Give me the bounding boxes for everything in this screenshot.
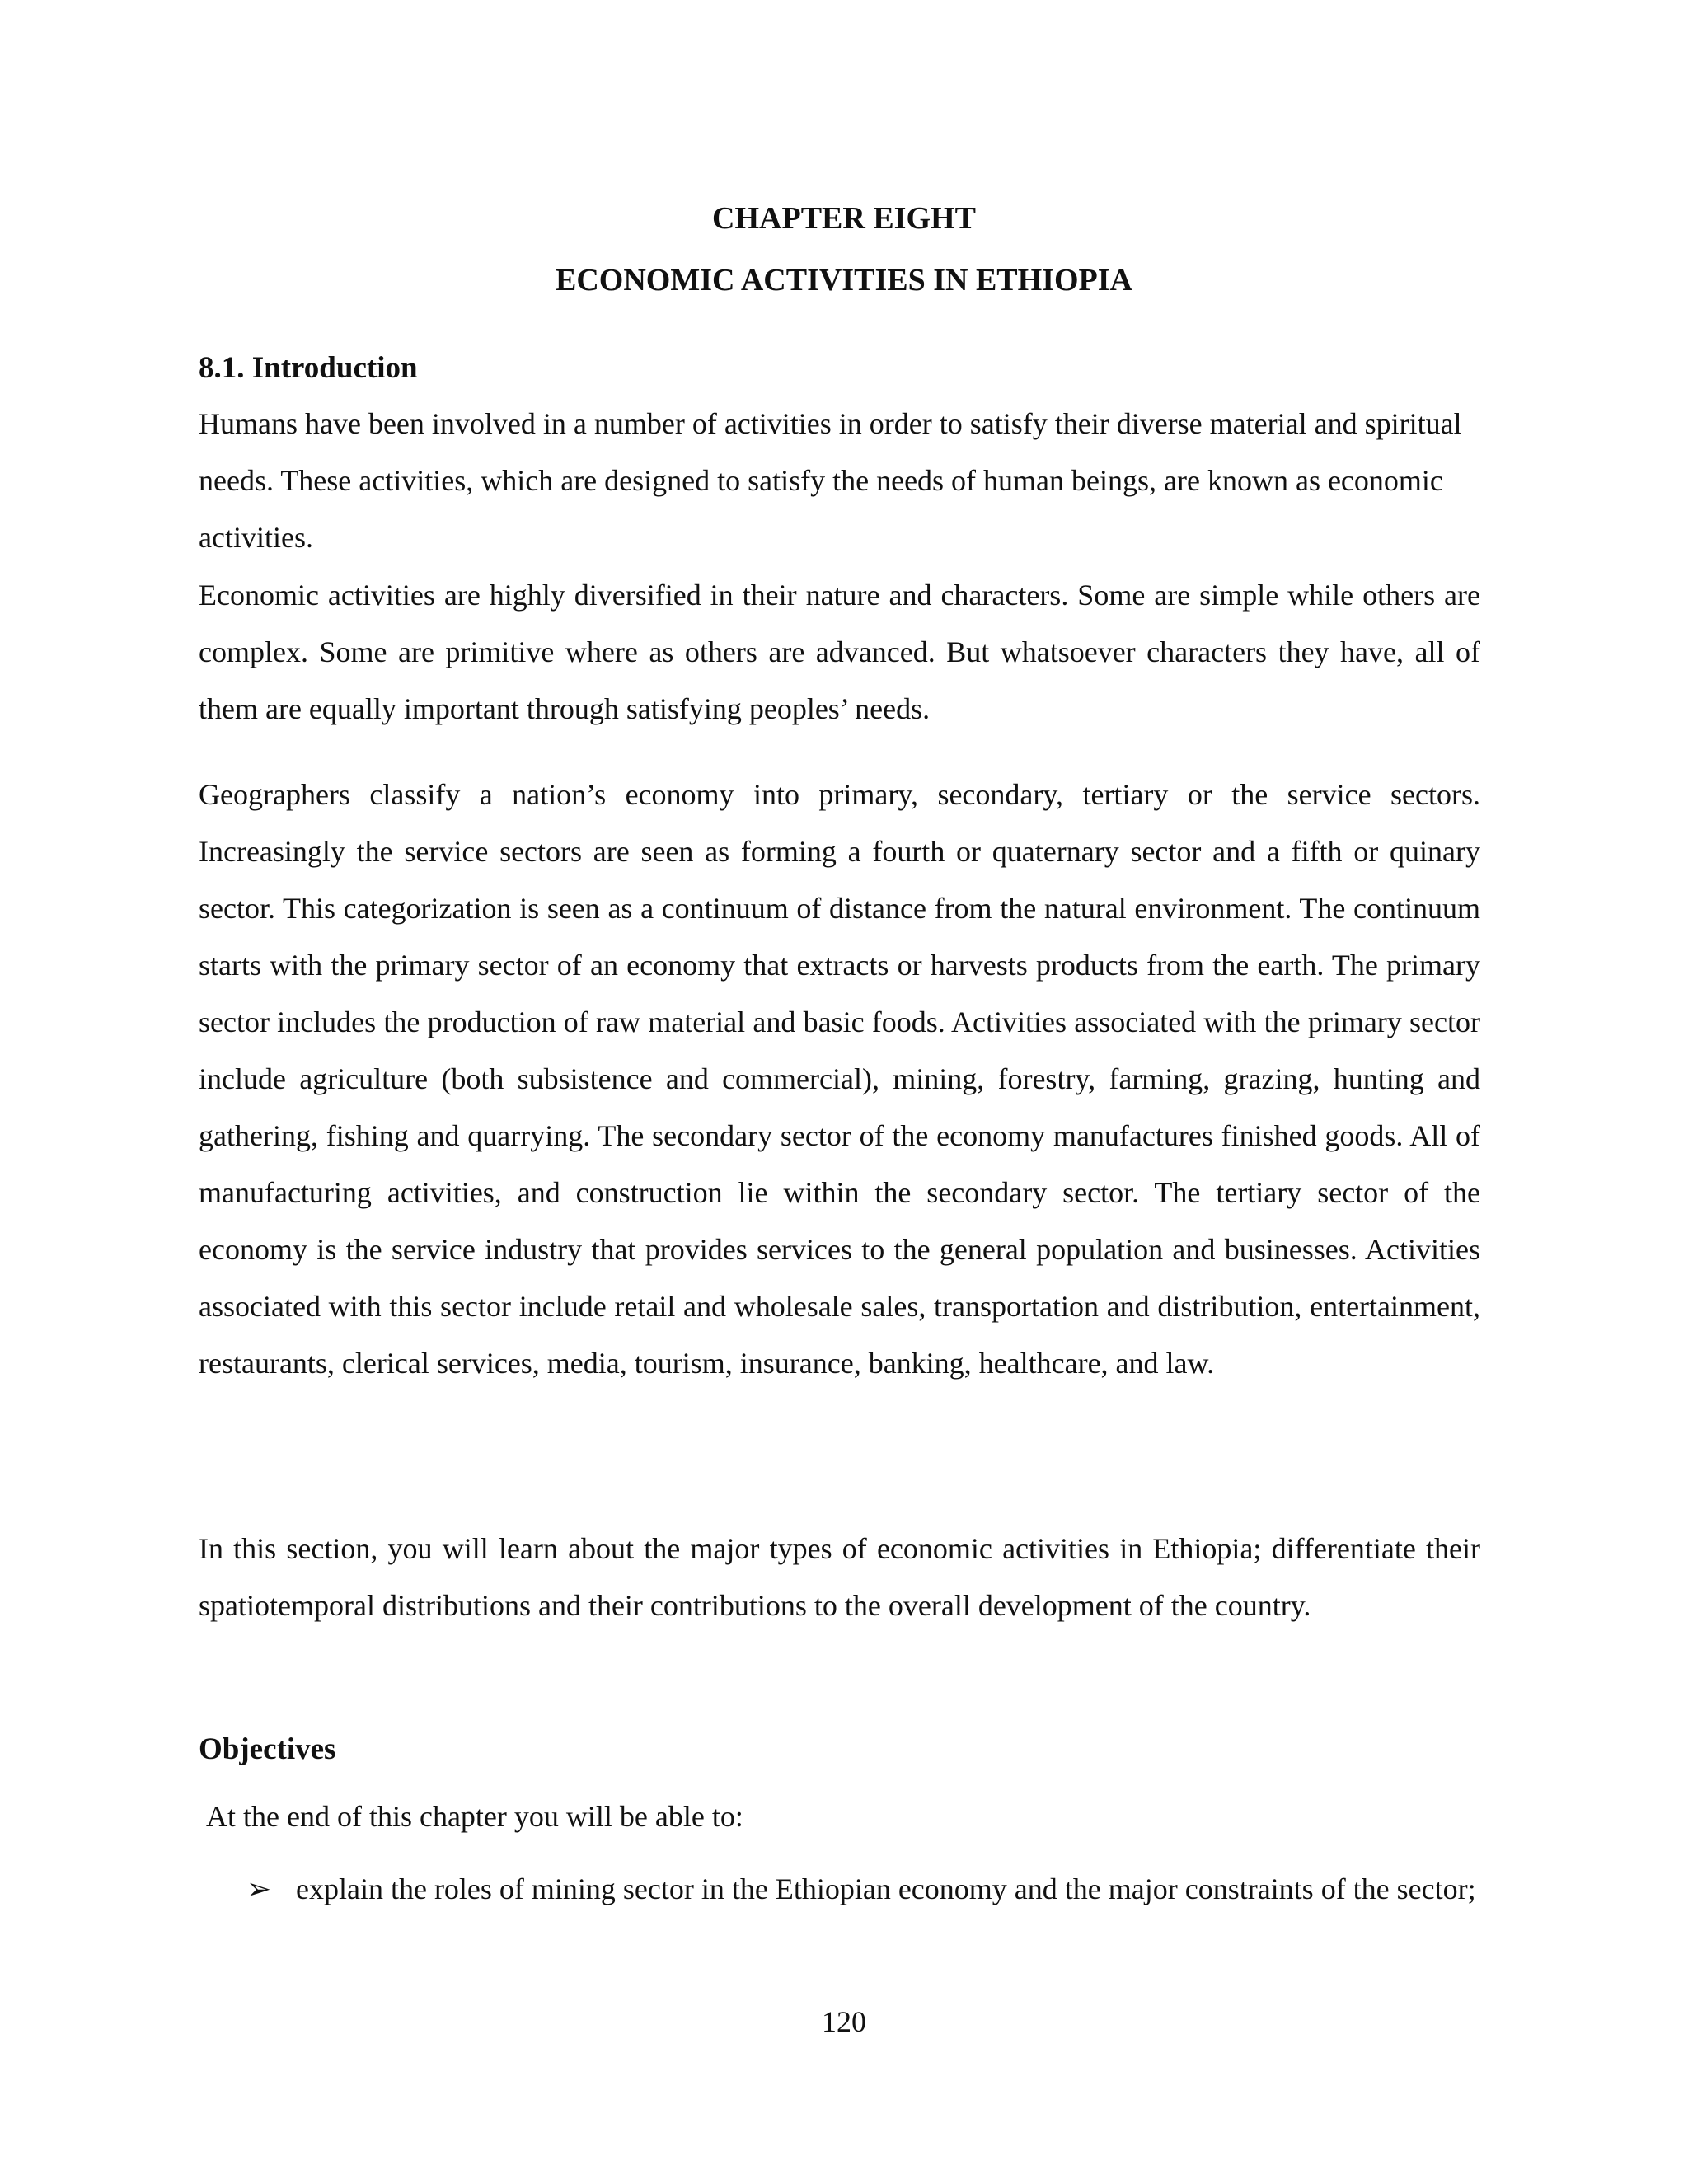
section-heading-introduction: 8.1. Introduction xyxy=(199,351,418,385)
intro-paragraph-3: Geographers classify a nation’s economy into primary, secondary, tertiary or the service sectors. Increasingly the service sectors are seen as forming a fourth or quaternary sector and a fifth or quinary sector. This categorization is seen as a continuum of distance from the natural environment. The continuum starts with the primary sector of an economy that extracts or harvests products from the earth. The primary sector includes the production of raw material and basic foods. Activities associated with the primary sector include agriculture (both subsistence and commercial), mining, forestry, farming, grazing, hunting and gathering, fishing and quarrying. The secondary sector of the economy manufactures finished goods. All of manufacturing activities, and construction lie within the secondary sector. The tertiary sector of the economy is the service industry that provides services to the general population and businesses. Activities associated with this sector include retail and wholesale sales, transportation and distribution, entertainment, restaurants, clerical services, media, tourism, insurance, banking, healthcare, and law. xyxy=(199,778,1480,1380)
chapter-title: ECONOMIC ACTIVITIES IN ETHIOPIA xyxy=(556,263,1132,298)
intro-paragraph-2: Economic activities are highly diversified in their nature and characters. Some are simple while others are complex. Some are primitive where as others are advanced. But whatsoever characters they have, all of them are equally important through satisfying peoples’ needs. xyxy=(199,579,1480,725)
intro-paragraph-1: Humans have been involved in a number of activities in order to satisfy their diverse material and spiritual needs. These activities, which are designed to satisfy the needs of human beings, are known as economic activities. xyxy=(199,407,1462,554)
intro-paragraph-3-block xyxy=(199,766,1480,1392)
objective-text: explain the roles of mining sector in the Ethiopian economy and the major constraints of the sector; xyxy=(296,1872,1476,1905)
arrow-bullet-icon: ➢ xyxy=(246,1872,272,1905)
page-number: 120 xyxy=(822,2005,866,2038)
intro-paragraph-4: In this section, you will learn about the major types of economic activities in Ethiopia; differentiate their spatiotemporal distributions and their contributions to the overall development of the country. xyxy=(199,1532,1480,1622)
objectives-lead: At the end of this chapter you will be able to: xyxy=(206,1800,743,1833)
section-heading-objectives: Objectives xyxy=(199,1732,336,1766)
intro-paragraph-2-block xyxy=(199,567,1480,738)
chapter-number: CHAPTER EIGHT xyxy=(712,201,976,236)
list-item xyxy=(199,1861,1480,1918)
objectives-list xyxy=(199,1861,1480,1918)
intro-paragraph-1-block xyxy=(199,396,1480,566)
intro-paragraph-4-block xyxy=(199,1521,1480,1634)
